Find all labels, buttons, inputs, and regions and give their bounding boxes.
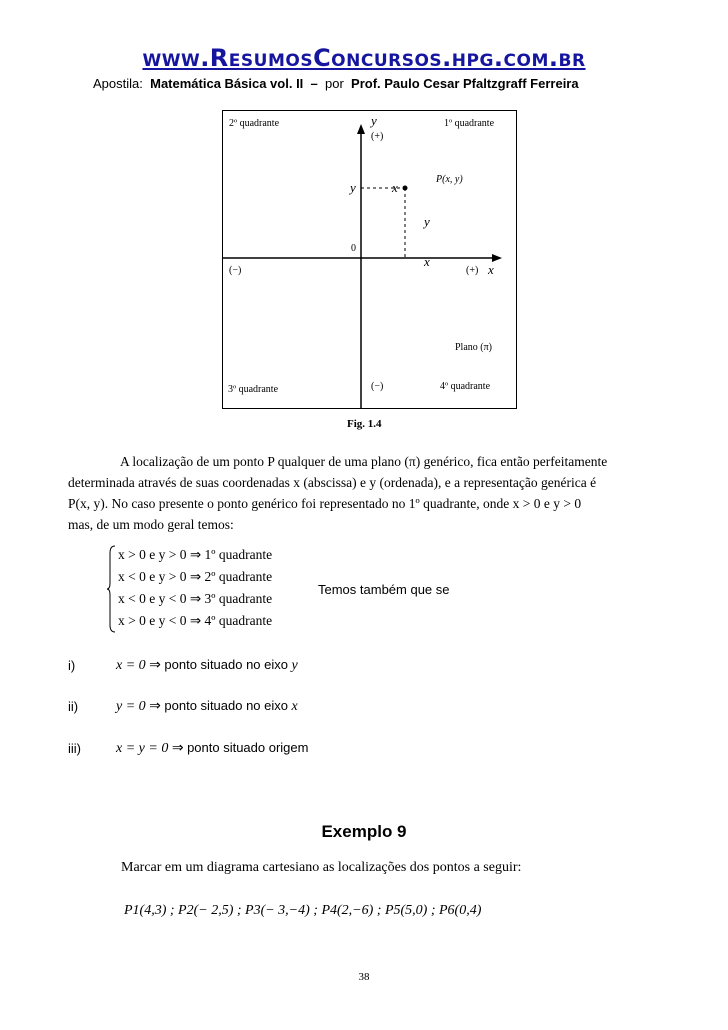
item-text: ponto situado no eixo: [164, 698, 289, 713]
also-text: Temos também que se: [318, 582, 450, 597]
y-axis-label: y: [371, 113, 377, 128]
item-row-1: [116, 657, 298, 674]
point-dot: [403, 186, 408, 191]
paragraph-line-1: A localização de um ponto P qualquer de uma plano (π) genérico, fica então perfeitamente: [120, 454, 608, 469]
item-var: y: [291, 658, 298, 673]
site-url[interactable]: www.ResumosConcursos.hpg.com.br: [142, 44, 586, 72]
item-text: ponto situado origem: [187, 740, 309, 755]
example-points: P1(4,3) ; P2(− 2,5) ; P3(− 3,−4) ; P4(2,−6) ; P5(5,0) ; P6(0,4): [124, 903, 482, 918]
dash-y-label: y: [424, 214, 430, 229]
example-title: Exemplo 9: [321, 822, 407, 841]
case-2: x < 0 e y > 0 ⇒ 2º quadrante: [118, 569, 273, 584]
axes-drawing: [222, 110, 517, 409]
book-title: Matemática Básica vol. II: [150, 76, 304, 91]
paragraph-line-3: P(x, y). No caso presente o ponto genérico foi representado no 1º quadrante, onde x > 0 e y > 0: [68, 496, 582, 511]
implies-icon: ⇒: [171, 741, 184, 756]
proj-y-label: y: [350, 180, 356, 195]
figure-caption: Fig. 1.4: [347, 418, 382, 430]
case-1: x > 0 e y > 0 ⇒ 1º quadrante: [118, 547, 273, 562]
by-word: por: [325, 76, 344, 91]
x-minus: (−): [229, 265, 242, 276]
item-cond: y = 0: [116, 699, 146, 714]
point-label: P(x, y): [436, 174, 463, 185]
implies-icon: ⇒: [149, 699, 161, 714]
origin-label: 0: [351, 243, 356, 254]
item-row-3: [116, 740, 308, 757]
x-axis-label: x: [488, 262, 494, 277]
header-subtitle: [93, 76, 579, 91]
brace-icon: [106, 545, 116, 633]
item-label: ii): [68, 699, 79, 714]
page-number: 38: [358, 971, 370, 983]
label-q2: 2º quadrante: [229, 118, 280, 129]
label-q4: 4º quadrante: [440, 381, 491, 392]
x-plus: (+): [466, 265, 479, 276]
label-q3: 3º quadrante: [228, 384, 279, 395]
x-arrow-icon: [492, 254, 502, 262]
label-q1: 1º quadrante: [444, 118, 495, 129]
item-cond: x = y = 0: [116, 741, 169, 756]
item-row-2: [116, 698, 298, 715]
plane-label: Plano (π): [455, 342, 492, 353]
item-var: x: [291, 699, 298, 714]
item-cond: x = 0: [116, 658, 146, 673]
label-prefix: Apostila:: [93, 76, 143, 91]
example-statement: Marcar em um diagrama cartesiano as localizações dos pontos a seguir:: [121, 860, 522, 875]
proj-x-label: x: [424, 254, 430, 269]
paragraph-line-4: mas, de um modo geral temos:: [68, 517, 234, 532]
author: Prof. Paulo Cesar Pfaltzgraff Ferreira: [351, 76, 579, 91]
case-4: x > 0 e y < 0 ⇒ 4º quadrante: [118, 613, 273, 628]
paragraph-line-2: determinada através de suas coordenadas x (abscissa) e y (ordenada), e a representação genérica é: [68, 475, 597, 490]
header-dash: –: [310, 76, 318, 91]
item-label: iii): [68, 741, 81, 756]
case-3: x < 0 e y < 0 ⇒ 3º quadrante: [118, 591, 273, 606]
dash-x-label: x: [392, 180, 398, 195]
item-label: i): [68, 658, 76, 673]
item-text: ponto situado no eixo: [164, 657, 289, 672]
y-arrow-icon: [357, 124, 365, 134]
y-plus: (+): [371, 131, 384, 142]
y-minus: (−): [371, 381, 384, 392]
implies-icon: ⇒: [149, 658, 161, 673]
